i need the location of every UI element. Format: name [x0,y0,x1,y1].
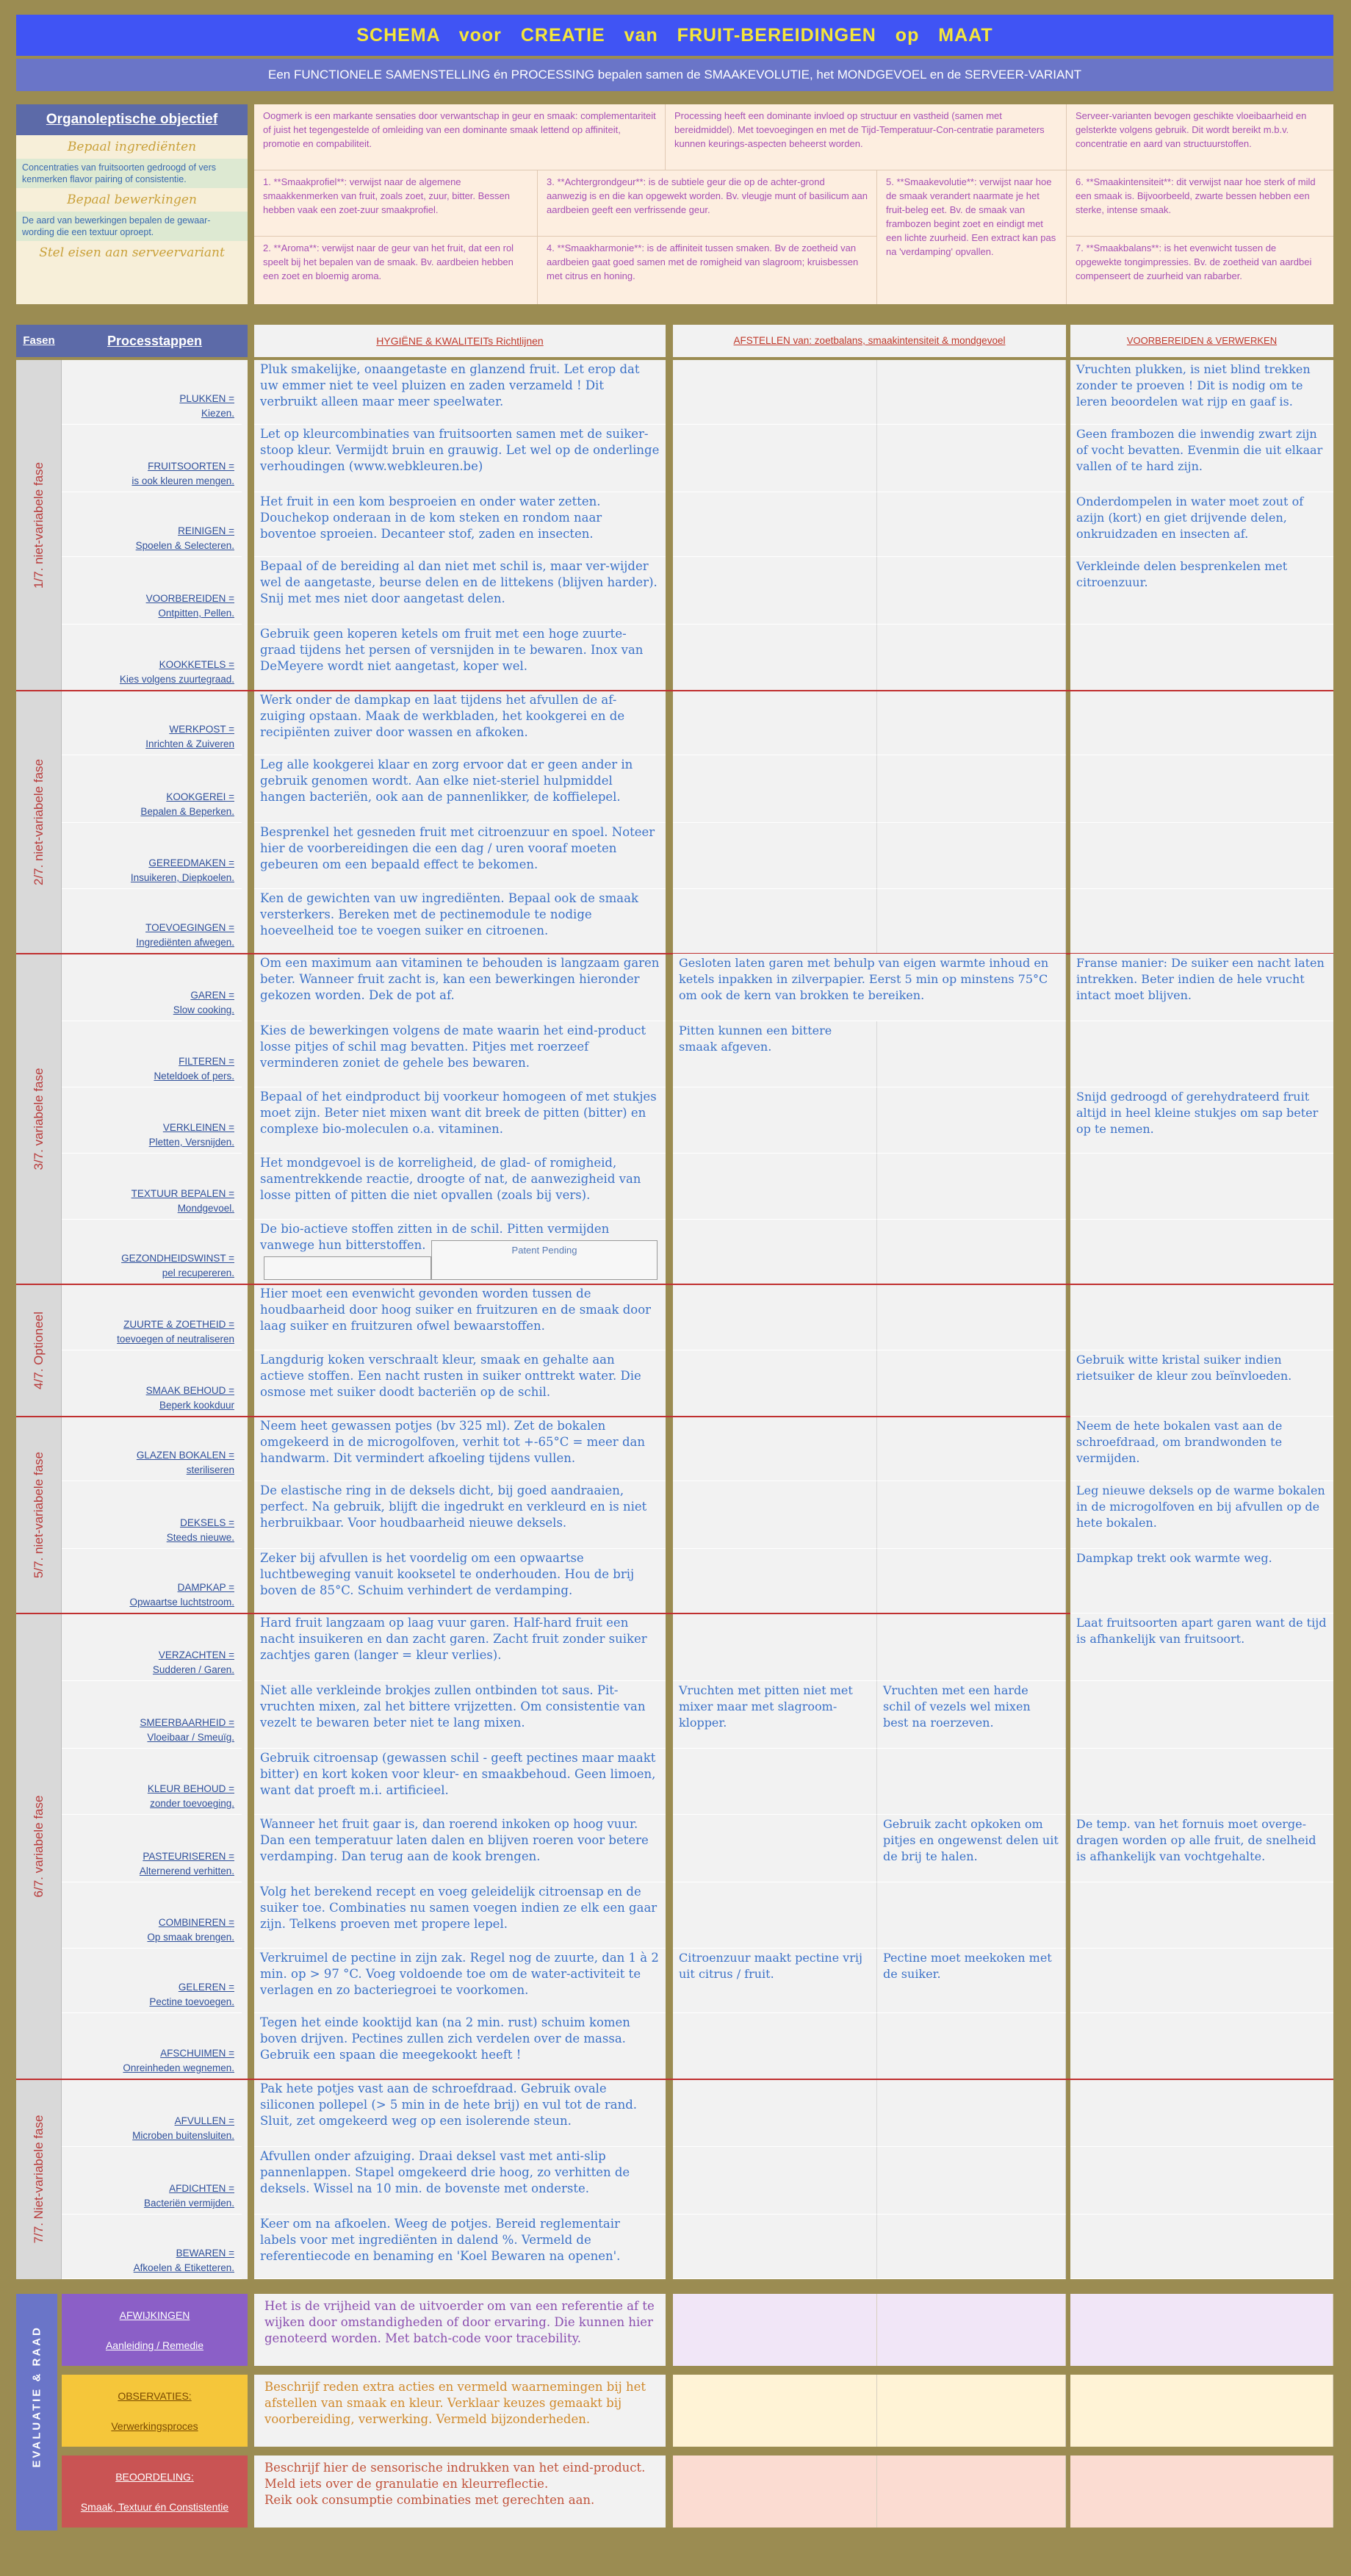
voorbereiden-text: Dampkap trekt ook warmte weg. [1070,1549,1333,1613]
voorbereiden-text: Snijd gedroogd of gerehydrateerd fruit altijd in heel kleine stukjes om sap beter op te nemen. [1070,1087,1333,1154]
afstellen-cell [673,1284,877,1350]
step-name: FRUITSOORTEN = [148,461,234,472]
phase-label: 2/7. niet-variabele fase [32,759,46,885]
info-text: 7. **Smaakbalans**: is het evenwicht tussen de opgewekte tongimpressies. Bv. de zoetheid van aardbei compenseert de zuurheid van rabarber. [1076,242,1312,281]
afstellen-column [673,360,1066,2279]
process-step [62,889,242,954]
evaluatie-band [16,2294,57,2530]
afstellen-cell [877,1613,1066,1681]
evaluatie-label-box [62,2456,248,2528]
evaluatie-input-area[interactable] [673,2456,877,2528]
afstellen-cell [877,823,1066,889]
step-name: GEREEDMAKEN = [148,857,234,868]
info-text: 3. **Achtergrondgeur**: is de subtiele geur die op de achter-grond aanwezig is en die kan opgewekt worden. Bv. vleugje munt of basilicum aan aardbeien geeft een verfrissende geur. [538,170,877,237]
afstellen-text: Pectine moet meekoken met de suiker. [877,1949,1066,2013]
patent-pending-label: Patent Pending [431,1240,658,1280]
voorbereiden-cell [1070,1021,1333,1087]
hygiene-cell: Het fruit in een kom besproeien en onder water zetten. Douchekop onderaan in de kom steken en rondom naar boventoe sproeien. Decanteer stof, zaden en insecten. [254,492,666,557]
voorbereiden-cell [1070,2079,1333,2147]
step-name: FILTEREN = [179,1056,234,1067]
process-step [62,492,242,557]
phase-separator [16,690,1333,691]
evaluatie-label-box [62,2294,248,2366]
afstellen-cell [673,1481,877,1549]
voorbereiden-text: Geen frambozen die inwendig zwart zijn of vocht bevatten. Evenmin die uit elkaar vallen of te hard zijn. [1070,425,1333,492]
step-detail: Microben buitensluiten. [132,2130,234,2141]
process-step [62,1613,242,1681]
afstellen-cell [673,360,877,425]
evaluatie-text: Beschrijf hier de sensorische indrukken van het eind-product. Meld iets over de granulatie en kleurreflectie. Reik ook consumptie combinaties met gerechten aan. [254,2456,666,2528]
objective-desc-bewerkingen: De aard van bewerkingen bepalen de gewaar-wording die een textuur oproept. [16,212,248,241]
step-name: VOORBEREIDEN = [145,593,234,604]
voorbereiden-text: Verkleinde delen besprenkelen met citroenzuur. [1070,557,1333,625]
voorbereiden-header: VOORBEREIDEN & VERWERKEN [1070,325,1333,357]
objective-sub-bewerkingen: Bepaal bewerkingen [67,193,197,207]
process-step [62,1350,242,1417]
process-step [62,1681,242,1749]
step-name: DEKSELS = [180,1517,234,1528]
objective-sub-serveer: Stel eisen aan serveervariant [39,245,225,260]
step-detail: Opwaartse luchtstroom. [129,1597,234,1608]
evaluatie-input-area[interactable] [1070,2456,1333,2528]
hygiene-cell: Leg alle kookgerei klaar en zorg ervoor dat er geen ander in gebruik genomen wordt. Aan elke niet-steriel hulpmiddel hangen bacteriën, ook aan de pannenlikker, de koffielepel. [254,755,666,823]
step-name: COMBINEREN = [158,1917,234,1928]
afstellen-cell [877,755,1066,823]
phase-label: 1/7. niet-variabele fase [32,462,46,589]
evaluatie-label-box [62,2375,248,2447]
afstellen-cell [673,425,877,492]
afstellen-cell [877,1087,1066,1154]
objective-panel [16,104,248,304]
voorbereiden-cell [1070,755,1333,823]
voorbereiden-text: Franse manier: De suiker een nacht laten intrekken. Beter indien de hele vrucht intact moet blijven. [1070,954,1333,1021]
step-name: PASTEURISEREN = [143,1851,234,1862]
voorbereiden-cell [1070,1949,1333,2013]
info-text: 2. **Aroma**: verwijst naar de geur van het fruit, dat een rol speelt bij het bepalen van de smaak. Bv. aardbeien hebben een zoet en bloemig aroma. [254,237,538,304]
afstellen-cell [673,625,877,691]
step-detail: Kies volgens zuurtegraad. [119,674,234,685]
afstellen-cell [673,557,877,625]
process-step [62,1815,242,1882]
afstellen-cell [673,1350,877,1417]
step-detail: Insuikeren, Diepkoelen. [130,872,234,883]
evaluatie-subtitle: Smaak, Textuur én Constistentie [80,2500,229,2513]
hygiene-header: HYGIËNE & KWALITEITs Richtlijnen [254,325,666,357]
step-detail: Inrichten & Zuiveren [145,738,234,749]
hygiene-cell: Let op kleurcombinaties van fruitsoorten samen met de suiker-stoop kleur. Vermijdt bruin en grauwig. Let wel op de onderlinge verhoudingen (www.webkleuren.be) [254,425,666,492]
info-text: 6. **Smaakintensiteit**: dit verwijst naar hoe sterk of mild een smaak is. Bijvoorbeeld, zwarte bessen hebben een sterke, intense smaak. [1067,170,1333,237]
afstellen-cell [877,1220,1066,1284]
evaluatie-input-area[interactable] [877,2375,1066,2447]
afstellen-cell [673,2079,877,2147]
step-detail: Pletten, Versnijden. [148,1137,234,1148]
voorbereiden-text: Neem de hete bokalen vast aan de schroefdraad, om brandwonden te vermijden. [1070,1417,1333,1481]
afstellen-cell [673,1549,877,1613]
process-step [62,557,242,625]
steps-column [62,360,248,2279]
afstellen-cell [673,1417,877,1481]
hygiene-cell: Niet alle verkleinde brokjes zullen ontbinden tot saus. Pit-vruchten mixen, zal het bittere vrijzetten. Om consistentie van vezelt te bewaren beter niet te lang mixen. [254,1681,666,1749]
voorbereiden-text: Leg nieuwe deksels op de warme bokalen in de microgolfoven en bij afvullen op de hete bokalen. [1070,1481,1333,1549]
phase-separator [16,1284,1333,1285]
step-name: AFDICHTEN = [169,2183,234,2194]
afstellen-text: Gebruik zacht opkoken om pitjes en ongewenst delen uit de brij te halen. [877,1815,1066,1882]
afstellen-cell [673,1882,877,1949]
afstellen-header: AFSTELLEN van: zoetbalans, smaakintensiteit & mondgevoel [673,325,1066,357]
afstellen-cell [877,691,1066,755]
step-name: GEZONDHEIDSWINST = [121,1253,234,1264]
voorbereiden-cell [1070,625,1333,691]
afstellen-cell [877,492,1066,557]
phase-label: 3/7. variabele fase [32,1068,46,1170]
hygiene-cell: Gebruik geen koperen ketels om fruit met een hoge zuurte-graad tijdens het persen of versnijden in te bewaren. Inox van DeMeyere wordt niet aangetast, koper wel. [254,625,666,691]
step-detail: Beperk kookduur [159,1400,234,1411]
voorbereiden-cell [1070,1220,1333,1284]
voorbereiden-cell [1070,823,1333,889]
step-detail: Kiezen. [201,408,234,419]
afstellen-cell [877,1481,1066,1549]
step-detail: steriliseren [186,1464,234,1475]
afstellen-cell [673,2013,877,2079]
step-name: DAMPKAP = [177,1582,234,1593]
afstellen-text: Gesloten laten garen met behulp van eigen warmte inhoud en ketels inpakken in zilverpapier. Eerst 5 min op minstens 75°C om ook de kern van brokken te bereiken. [673,954,1066,1021]
hygiene-cell: Bepaal of het eindproduct bij voorkeur homogeen of met stukjes moet zijn. Beter niet mixen want dit breek de pitten (bitter) en complexe bio-moleculen o.a. vitaminen. [254,1087,666,1154]
hygiene-cell: Verkruimel de pectine in zijn zak. Regel nog de zuurte, dan 1 à 2 min. op > 97 °C. Voeg voldoende toe om de water-activiteit te verlagen en zo bacteriegroei te voorkomen. [254,1949,666,2013]
hygiene-cell: De elastische ring in de deksels dicht, bij goed aandraaien, perfect. Na gebruik, blijft die ingedrukt en verkleurd en is niet herbruikbaar. Voor houdbaarheid nieuwe deksels. [254,1481,666,1549]
step-detail: Alternerend verhitten. [139,1866,234,1877]
evaluatie-input-area[interactable] [877,2294,1066,2366]
processtappen-header: Processtappen [62,325,248,357]
evaluatie-input-area[interactable] [1070,2294,1333,2366]
process-step [62,1284,242,1350]
objective-sub-ingredients: Bepaal ingrediënten [67,140,197,154]
afstellen-cell [877,1350,1066,1417]
hygiene-cell: Tegen het einde kooktijd kan (na 2 min. rust) schuim komen boven drijven. Pectines zullen zich verdelen over de massa. Gebruik een spaan die meegekookt heeft ! [254,2013,666,2079]
voorbereiden-text: Laat fruitsoorten apart garen want de tijd is afhankelijk van fruitsoort. [1070,1613,1333,1681]
afstellen-cell [877,557,1066,625]
voorbereiden-column [1070,360,1333,2279]
process-step [62,360,242,425]
step-detail: Slow cooking. [173,1004,234,1015]
afstellen-cell [673,1087,877,1154]
afstellen-text: Vruchten met een harde schil of vezels wel mixen best na roerzeven. [877,1681,1066,1749]
voorbereiden-text: Onderdompelen in water moet zout of azijn (kort) en giet drijvende delen, onkruidzaden en insecten af. [1070,492,1333,557]
step-name: GELEREN = [178,1982,234,1993]
afstellen-cell [877,2215,1066,2279]
info-panel [254,104,1333,304]
process-step [62,954,242,1021]
afstellen-text: Citroenzuur maakt pectine vrij uit citrus / fruit. [673,1949,877,2013]
step-detail: Ingrediënten afwegen. [136,937,234,948]
afstellen-cell [673,1613,877,1681]
patent-box-left [264,1256,431,1280]
process-step [62,755,242,823]
hygiene-cell: Pak hete potjes vast aan de schroefdraad. Gebruik ovale siliconen pollepel (> 5 min in de hete brij) en vul tot de rand. Sluit, zet omgekeerd weg op een isolerende steun. [254,2079,666,2147]
hygiene-cell: Afvullen onder afzuiging. Draai deksel vast met anti-slip pannenlappen. Stapel omgekeerd drie hoog, zo verhitten de deksels. Wissel na 10 min. de bovenste met onderste. [254,2147,666,2215]
hygiene-cell: Het mondgevoel is de korreligheid, de glad- of romigheid, samentrekkende reactie, droogte of nat, de aanwezigheid van losse pitten of pitten die niet opvallen (zoals bij vers). [254,1154,666,1220]
afstellen-cell [877,2147,1066,2215]
voorbereiden-cell [1070,2147,1333,2215]
process-step [62,1220,242,1284]
afstellen-cell [673,492,877,557]
voorbereiden-cell [1070,1284,1333,1350]
evaluatie-subtitle: Aanleiding / Remedie [105,2339,204,2351]
hygiene-cell: Gebruik citroensap (gewassen schil - geeft pectines maar maakt bitter) en kort koken voor kleur- en smaakbehoud. Geen limoen, want dat proeft m.i. artificieel. [254,1749,666,1815]
hygiene-cell: Om een maximum aan vitaminen te behouden is langzaam garen beter. Wanneer fruit zacht is, kan een bewerkingen hieronder gekozen worden. Dek de pot af. [254,954,666,1021]
process-step [62,1087,242,1154]
afstellen-cell [877,1021,1066,1087]
step-name: GAREN = [190,990,234,1001]
evaluatie-text: Het is de vrijheid van de uitvoerder om van een referentie af te wijken door omstandigheden of door ervaring. Die kunnen hier genoteerd worden. Met batch-code voor tracebility. [254,2294,666,2366]
voorbereiden-cell [1070,691,1333,755]
hygiene-cell: Zeker bij afvullen is het voordelig om een opwaartse luchtbeweging vanuit kooksetel te onderhouden. Hou de brij boven de 85°C. Schuim verhindert de verdamping. [254,1549,666,1613]
page-title: SCHEMA voor CREATIE van FRUIT-BEREIDINGEN op MAAT [16,15,1333,56]
process-step [62,1949,242,2013]
step-name: SMEERBAARHEID = [140,1717,234,1728]
phase-label: 6/7. variabele fase [32,1795,46,1898]
hygiene-cell: Langdurig koken verschraalt kleur, smaak en gehalte aan actieve stoffen. Een nacht rusten in suiker onttrekt water. Die osmose met suiker doodt bacteriën op de schil. [254,1350,666,1417]
evaluatie-title: AFWIJKINGEN [119,2309,190,2321]
step-detail: Mondgevoel. [177,1203,234,1214]
step-detail: Sudderen / Garen. [152,1664,234,1675]
step-detail: Bacteriën vermijden. [143,2198,234,2209]
afstellen-cell [877,360,1066,425]
hygiene-cell: Wanneer het fruit gaar is, dan roerend inkoken op hoog vuur. Dan een temperatuur laten dalen en blijven roeren voor betere verdamping. Dan terug aan de kook brengen. [254,1815,666,1882]
afstellen-cell [673,1220,877,1284]
hygiene-cell: Pluk smakelijke, onaangetaste en glanzend fruit. Let erop dat uw emmer niet te veel pluizen en zaden verzameld ! Dit verbruikt alleen maar meer speelwater. [254,360,666,425]
afstellen-cell [673,1154,877,1220]
voorbereiden-cell [1070,2013,1333,2079]
phase-label: 7/7. Niet-variabele fase [32,2115,46,2244]
hygiene-cell: Besprenkel het gesneden fruit met citroenzuur en spoel. Noteer hier de voorbereidingen die een dag / uren vooraf moeten gebeuren om een bepaald effect te bekomen. [254,823,666,889]
step-name: BEWAREN = [176,2248,234,2259]
step-name: KOOKGEREI = [166,791,234,802]
afstellen-cell [877,1749,1066,1815]
hygiene-cell: Kies de bewerkingen volgens de mate waarin het eind-product losse pitjes of schil mag bevatten. Pitjes met roerzeef verminderen zoniet de gehele bes bewaren. [254,1021,666,1087]
afstellen-text: Pitten kunnen een bittere smaak afgeven. [673,1021,877,1087]
hygiene-cell: Bepaal of de bereiding al dan niet met schil is, maar ver-wijder wel de aangetaste, beurse delen en de littekens (blijven harder). Snij met mes niet door aangetast delen. [254,557,666,625]
process-step [62,1481,242,1549]
info-text: Processing heeft een dominante invloed op structuur en vastheid (samen met bereidmiddel). Met toevoegingen en met de Tijd-Temperatuur-Con-centratie parameters kunnen keurings-aspecten beheerst worden. [666,104,1067,170]
page-subtitle: Een FUNCTIONELE SAMENSTELLING én PROCESSING bepalen samen de SMAAKEVOLUTIE, het MONDGEVOEL en de SERVEER-VARIANT [16,59,1333,91]
afstellen-cell [877,425,1066,492]
evaluatie-label: EVALUATIE & RAAD [30,2325,43,2468]
voorbereiden-cell [1070,2215,1333,2279]
process-step [62,625,242,691]
process-step [62,823,242,889]
info-text: Serveer-varianten bevogen geschikte vloeibaarheid en gelsterkte volgens gebruik. Dit wordt bereikt m.b.v. concentratie en aard van structuurstoffen. [1067,104,1333,170]
evaluatie-input-area[interactable] [877,2456,1066,2528]
step-name: KOOKKETELS = [159,659,234,670]
hygiene-cell: Hard fruit langzaam op laag vuur garen. Half-hard fruit een nacht insuikeren en dan zacht garen. Zacht fruit zonder suiker zachtjes garen (langer = kleur verlies). [254,1613,666,1681]
afstellen-cell [673,1815,877,1882]
voorbereiden-cell [1070,1154,1333,1220]
hygiene-cell: Werk onder de dampkap en laat tijdens het afvullen de af-zuiging opstaan. Maak de werkbladen, het kookgerei en de recipiënten zuiver door wassen en afkoken. [254,691,666,755]
afstellen-cell [673,889,877,954]
process-step [62,2013,242,2079]
voorbereiden-cell [1070,1749,1333,1815]
step-detail: Op smaak brengen. [147,1932,234,1943]
afstellen-cell [673,2215,877,2279]
step-detail: Bepalen & Beperken. [140,806,234,817]
step-name: AFVULLEN = [174,2115,234,2126]
afstellen-cell [877,2013,1066,2079]
process-step [62,2147,242,2215]
objective-desc-ingredients: Concentraties van fruitsoorten gedroogd of vers kenmerken flavor pairing of consistentie. [16,159,248,188]
step-detail: Pectine toevoegen. [149,1996,234,2007]
afstellen-cell [877,1154,1066,1220]
step-name: VERKLEINEN = [162,1122,234,1133]
step-name: SMAAK BEHOUD = [145,1385,234,1396]
process-step [62,2215,242,2279]
afstellen-text: Vruchten met pitten niet met mixer maar met slagroom-klopper. [673,1681,877,1749]
phase-label: 5/7. niet-variabele fase [32,1452,46,1578]
step-name: AFSCHUIMEN = [160,2048,234,2059]
step-detail: Spoelen & Selecteren. [135,540,234,551]
voorbereiden-cell [1070,1681,1333,1749]
phase-label: 4/7. Optioneel [32,1312,46,1389]
step-detail: toevoegen of neutraliseren [117,1334,234,1345]
voorbereiden-text: De temp. van het fornuis moet overge-dragen worden op alle fruit, de snelheid is afhankelijk van vochtgehalte. [1070,1815,1333,1882]
phase-separator [16,2079,1333,2080]
process-step [62,1549,242,1613]
voorbereiden-cell [1070,1882,1333,1949]
process-step [62,691,242,755]
hygiene-cell: Keer om na afkoelen. Weeg de potjes. Bereid reglementair labels voor met ingrediënten in dalend %. Vermeld de referentiecode en benaming en 'Koel Bewaren na openen'. [254,2215,666,2279]
step-detail: Steeds nieuwe. [166,1532,234,1543]
process-step [62,1021,242,1087]
info-text: Oogmerk is een markante sensaties door verwantschap in geur en smaak: complementariteit of juist het tegengestelde of omleiding van een dominante smaak lettend op affiniteit, promotie en compabiliteit. [254,104,666,170]
fasen-header: Fasen [16,325,62,357]
step-detail: zonder toevoeging. [150,1798,234,1809]
process-step [62,1154,242,1220]
afstellen-cell [877,1882,1066,1949]
afstellen-cell [673,1749,877,1815]
phase-column [16,360,62,2279]
voorbereiden-cell [1070,889,1333,954]
step-name: VERZACHTEN = [158,1649,234,1661]
step-name: WERKPOST = [169,724,234,735]
afstellen-cell [877,1284,1066,1350]
step-detail: is ook kleuren mengen. [132,475,234,486]
evaluatie-title: BEOORDELING: [115,2470,194,2483]
evaluatie-input-area[interactable] [673,2375,877,2447]
hygiene-column [254,360,666,2279]
hygiene-cell: De bio-actieve stoffen zitten in de schil. Pitten vermijden vanwege hun bitterstoffen. [254,1220,666,1284]
evaluatie-subtitle: Verwerkingsproces [111,2420,198,2432]
step-name: TOEVOEGINGEN = [145,922,234,933]
objective-heading: Organoleptische objectief [16,104,248,135]
step-detail: Vloeibaar / Smeuïg. [147,1732,234,1743]
process-step [62,1417,242,1481]
evaluatie-input-area[interactable] [1070,2375,1333,2447]
info-text: 4. **Smaakharmonie**: is de affiniteit tussen smaken. Bv de zoetheid van aardbeien gaat goed samen met de romigheid van slagroom; kruisbessen met citrus en honing. [538,237,877,304]
step-name: REINIGEN = [178,525,234,536]
afstellen-cell [877,889,1066,954]
hygiene-cell: Volg het berekend recept en voeg geleidelijk citroensap en de suiker toe. Combinaties nu samen voegen indien ze elk een gaar zijn. Telkens proeven met propere lepel. [254,1882,666,1949]
evaluatie-text: Beschrijf reden extra acties en vermeld waarnemingen bij het afstellen van smaak en kleur. Verklaar keuzes gemaakt bij voorbereiding, verwerking. Vermeld bijzonderheden. [254,2375,666,2447]
info-text: 5. **Smaakevolutie**: verwijst naar hoe de smaak verandert naarmate je het fruit-beleg eet. Bv. de smaak van frambozen begint zoet en eindigt met een lichte zuurheid. Een extract kan pas na 'verdamping' opvallen. [877,170,1067,304]
step-detail: Onreinheden wegnemen. [123,2062,234,2073]
voorbereiden-text: Gebruik witte kristal suiker indien rietsuiker de kleur zou beïnvloeden. [1070,1350,1333,1417]
evaluatie-title: OBSERVATIES: [118,2389,192,2402]
step-detail: pel recupereren. [162,1267,234,1278]
process-step [62,425,242,492]
afstellen-cell [877,625,1066,691]
afstellen-cell [673,755,877,823]
hygiene-cell: Hier moet een evenwicht gevonden worden tussen de houdbaarheid door hoog suiker en fruitzuren en de smaak door laag suiker en fruitzuren ofwel bewaarstoffen. [254,1284,666,1350]
afstellen-cell [877,2079,1066,2147]
afstellen-cell [673,823,877,889]
hygiene-cell: Ken de gewichten van uw ingrediënten. Bepaal ook de smaak versterkers. Bereken met de pectinemodule te nodige hoeveelheid toe te voegen suiker en citroenen. [254,889,666,954]
step-detail: Neteldoek of pers. [154,1071,234,1082]
afstellen-cell [673,691,877,755]
step-name: KLEUR BEHOUD = [147,1783,234,1794]
step-name: TEXTUUR BEPALEN = [131,1188,234,1199]
step-detail: Afkoelen & Etiketteren. [133,2262,234,2273]
hygiene-cell: Neem heet gewassen potjes (bv 325 ml). Zet de bokalen omgekeerd in de microgolfoven, verhit tot +-65°C = meer dan handwarm. Dit vermindert afkoeling tijdens vullen. [254,1417,666,1481]
process-step [62,1749,242,1815]
afstellen-cell [673,2147,877,2215]
step-name: PLUKKEN = [179,393,234,404]
process-step [62,1882,242,1949]
step-name: ZUURTE & ZOETHEID = [123,1319,234,1330]
evaluatie-input-area[interactable] [673,2294,877,2366]
voorbereiden-text: Vruchten plukken, is niet blind trekken zonder te proeven ! Dit is nodig om te leren beoordelen wat rijp en gaaf is. [1070,360,1333,425]
info-text: 1. **Smaakprofiel**: verwijst naar de algemene smaakkenmerken van fruit, zoals zoet, zuur, bitter. Bessen hebben vaak een zoet-zuur smaakprofiel. [254,170,538,237]
afstellen-cell [877,1417,1066,1481]
process-step [62,2079,242,2147]
step-detail: Ontpitten, Pellen. [158,608,234,619]
afstellen-cell [877,1549,1066,1613]
step-name: GLAZEN BOKALEN = [136,1450,234,1461]
